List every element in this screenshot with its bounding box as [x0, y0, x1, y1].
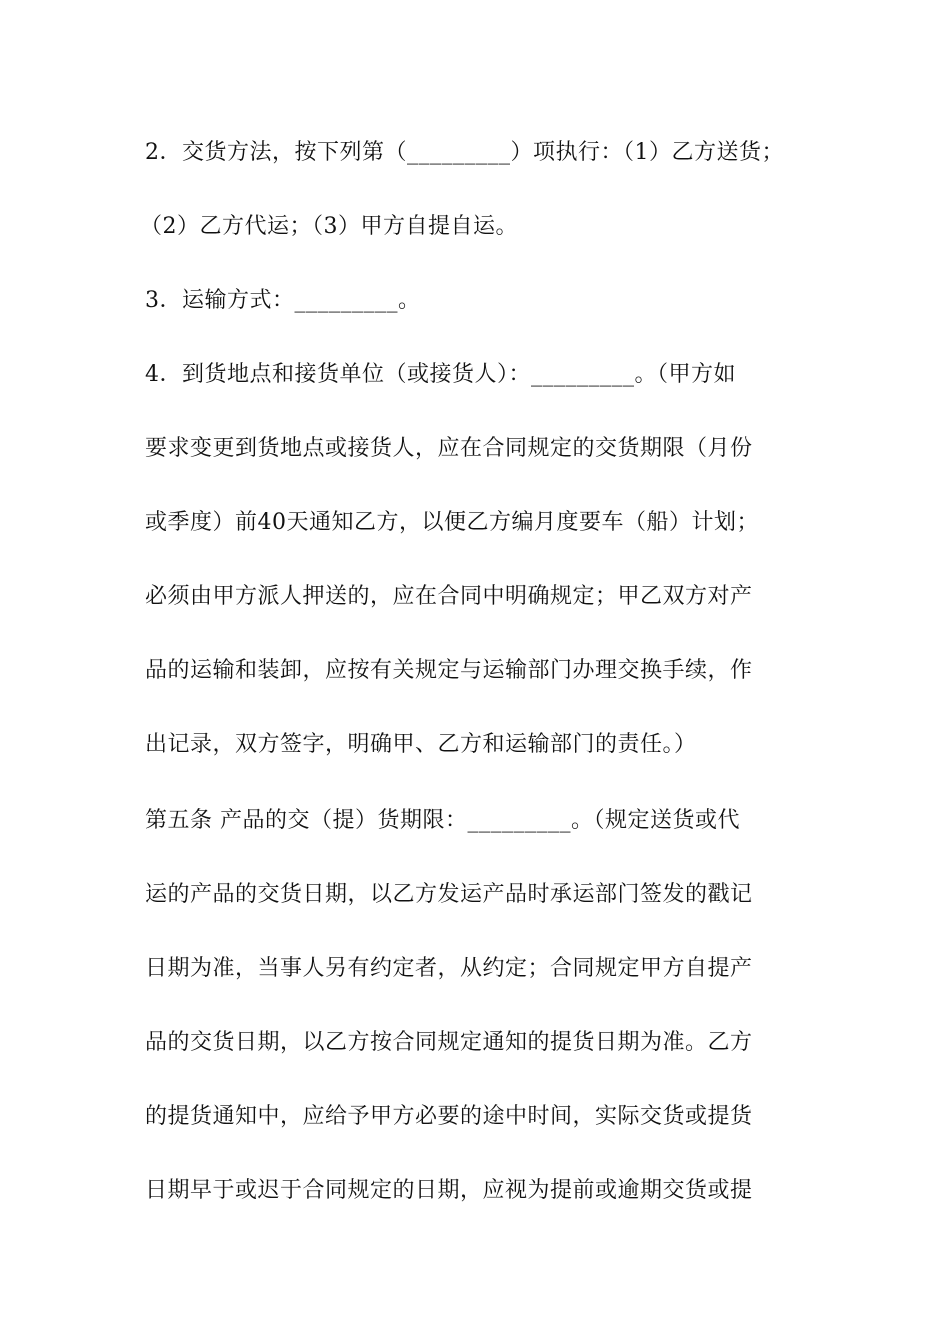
text-line: 3．运输方式：_________。 — [145, 288, 421, 313]
text-line: 日期早于或迟于合同规定的日期，应视为提前或逾期交货或提 — [145, 1178, 753, 1203]
text-line: 运的产品的交货日期，以乙方发运产品时承运部门签发的戳记 — [145, 882, 753, 907]
text-line: 要求变更到货地点或接货人，应在合同规定的交货期限（月份 — [145, 436, 753, 461]
text-line: 2．交货方法，按下列第（_________）项执行：（1）乙方送货； — [145, 140, 784, 165]
text-line: 的提货通知中，应给予甲方必要的途中时间，实际交货或提货 — [145, 1104, 753, 1129]
text-line: 4．到货地点和接货单位（或接货人）：_________。（甲方如 — [145, 362, 736, 387]
text-line: 或季度）前40天通知乙方，以便乙方编月度要车（船）计划； — [145, 510, 759, 535]
text-line: 第五条 产品的交（提）货期限：_________。（规定送货或代 — [145, 808, 740, 833]
text-line: 日期为准，当事人另有约定者，从约定；合同规定甲方自提产 — [145, 956, 753, 981]
text-line: 必须由甲方派人押送的，应在合同中明确规定；甲乙双方对产 — [145, 584, 753, 609]
text-line: （2）乙方代运；（3）甲方自提自运。 — [140, 214, 518, 239]
text-line: 品的交货日期，以乙方按合同规定通知的提货日期为准。乙方 — [145, 1030, 753, 1055]
text-line: 品的运输和装卸，应按有关规定与运输部门办理交换手续，作 — [145, 658, 753, 683]
text-line: 出记录，双方签字，明确甲、乙方和运输部门的责任。） — [145, 732, 697, 757]
